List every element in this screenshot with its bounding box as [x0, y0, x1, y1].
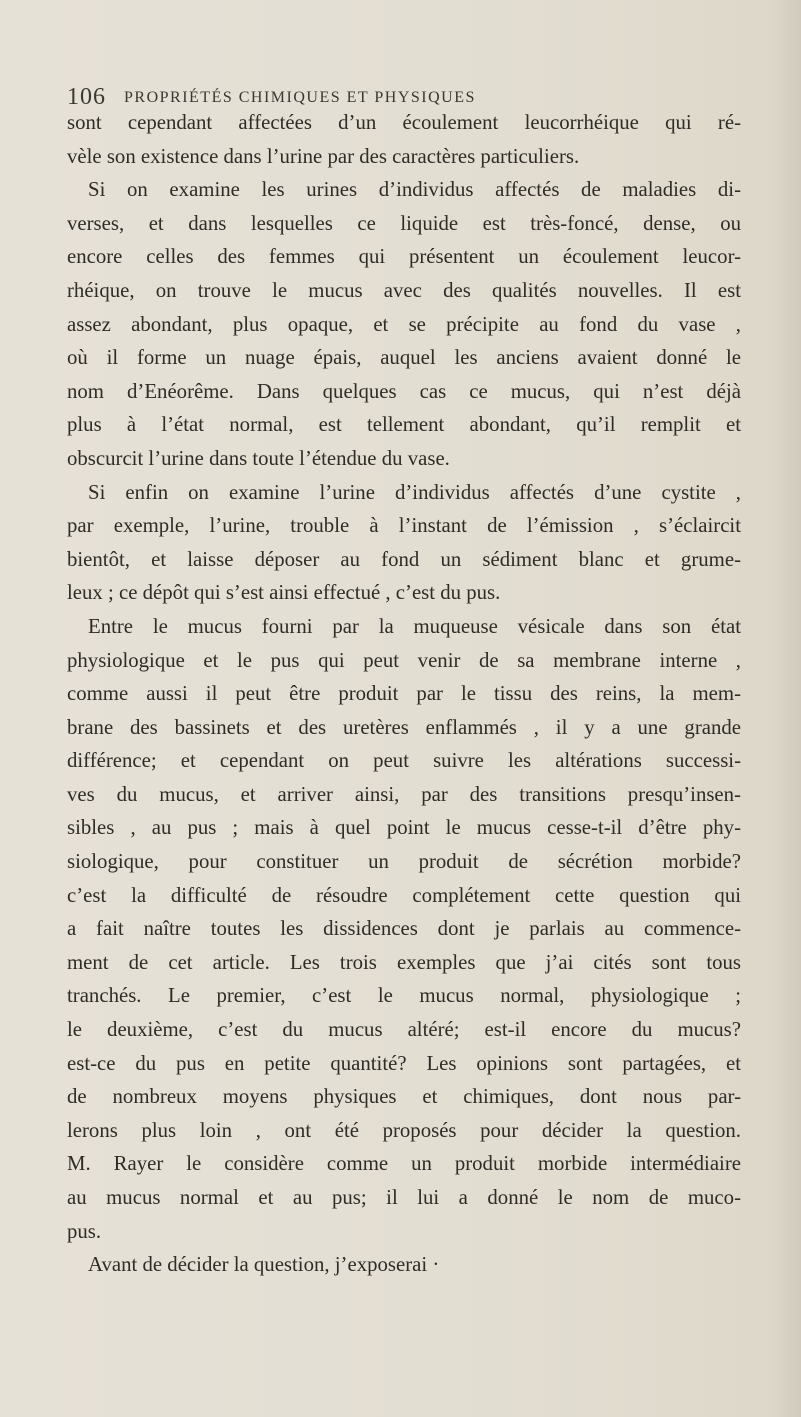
text-line: a fait naître toutes les dissidences dont je parlais au commence-	[67, 917, 741, 941]
text-line: assez abondant, plus opaque, et se précipite au fond du vase ,	[67, 312, 741, 336]
text-line: sont cependant affectées d’un écoulement leucorrhéique qui ré-	[67, 111, 741, 134]
text-line: le deuxième, c’est du mucus altéré; est-il encore du mucus?	[67, 1018, 741, 1042]
page-edge-shadow	[771, 0, 801, 1417]
running-head: PROPRIÉTÉS CHIMIQUES ET PHYSIQUES	[124, 89, 476, 106]
text-line: ves du mucus, et arriver ainsi, par des transitions presqu’insen-	[67, 782, 741, 806]
text-line: verses, et dans lesquelles ce liquide est très-foncé, dense, ou	[67, 211, 741, 235]
text-line: bientôt, et laisse déposer au fond un sédiment blanc et grume-	[67, 547, 741, 571]
text-line: lerons plus loin , ont été proposés pour décider la question.	[67, 1118, 741, 1142]
text-line: sibles , au pus ; mais à quel point le mucus cesse-t-il d’être phy-	[67, 816, 741, 840]
text-line: rhéique, on trouve le mucus avec des qualités nouvelles. Il est	[67, 278, 741, 302]
text-line: Avant de décider la question, j’exposerai ·	[88, 1253, 440, 1277]
text-line: où il forme un nuage épais, auquel les anciens avaient donné le	[67, 346, 741, 370]
text-line: physiologique et le pus qui peut venir de sa membrane interne ,	[67, 648, 741, 672]
text-line: comme aussi il peut être produit par le tissu des reins, la mem-	[67, 682, 741, 706]
text-line: obscurcit l’urine dans toute l’étendue du vase.	[67, 446, 450, 470]
text-line: Si enfin on examine l’urine d’individus affectés d’une cystite ,	[88, 480, 741, 504]
text-line: de nombreux moyens physiques et chimiques, dont nous par-	[67, 1085, 741, 1109]
text-line: siologique, pour constituer un produit de sécrétion morbide?	[67, 850, 741, 874]
text-line: nom d’Enéorême. Dans quelques cas ce mucus, qui n’est déjà	[67, 379, 741, 403]
text-line: au mucus normal et au pus; il lui a donné le nom de muco-	[67, 1186, 741, 1209]
text-line: M. Rayer le considère comme un produit morbide intermédiaire	[67, 1152, 741, 1176]
text-line: par exemple, l’urine, trouble à l’instant de l’émission , s’éclaircit	[67, 514, 741, 538]
text-line: encore celles des femmes qui présentent un écoulement leucor-	[67, 245, 741, 269]
text-line: leux ; ce dépôt qui s’est ainsi effectué , c’est du pus.	[67, 581, 501, 605]
text-line: tranchés. Le premier, c’est le mucus normal, physiologique ;	[67, 984, 741, 1008]
text-line: Entre le mucus fourni par la muqueuse vésicale dans son état	[88, 614, 741, 638]
text-line: Si on examine les urines d’individus affectés de maladies di-	[88, 178, 741, 202]
page-number: 106	[67, 84, 106, 110]
text-line: brane des bassinets et des uretères enflammés , il y a une grande	[67, 715, 741, 739]
text-line: différence; et cependant on peut suivre les altérations successi-	[67, 749, 741, 773]
text-line: vèle son existence dans l’urine par des caractères particuliers.	[67, 144, 580, 168]
text-line: pus.	[67, 1219, 102, 1243]
body-text	[67, 106, 741, 1282]
text-line: plus à l’état normal, est tellement abondant, qu’il remplit et	[67, 413, 741, 437]
text-line: ment de cet article. Les trois exemples que j’ai cités sont tous	[67, 950, 741, 974]
text-line: est-ce du pus en petite quantité? Les opinions sont partagées, et	[67, 1051, 741, 1075]
text-line: c’est la difficulté de résoudre complétement cette question qui	[67, 883, 741, 907]
